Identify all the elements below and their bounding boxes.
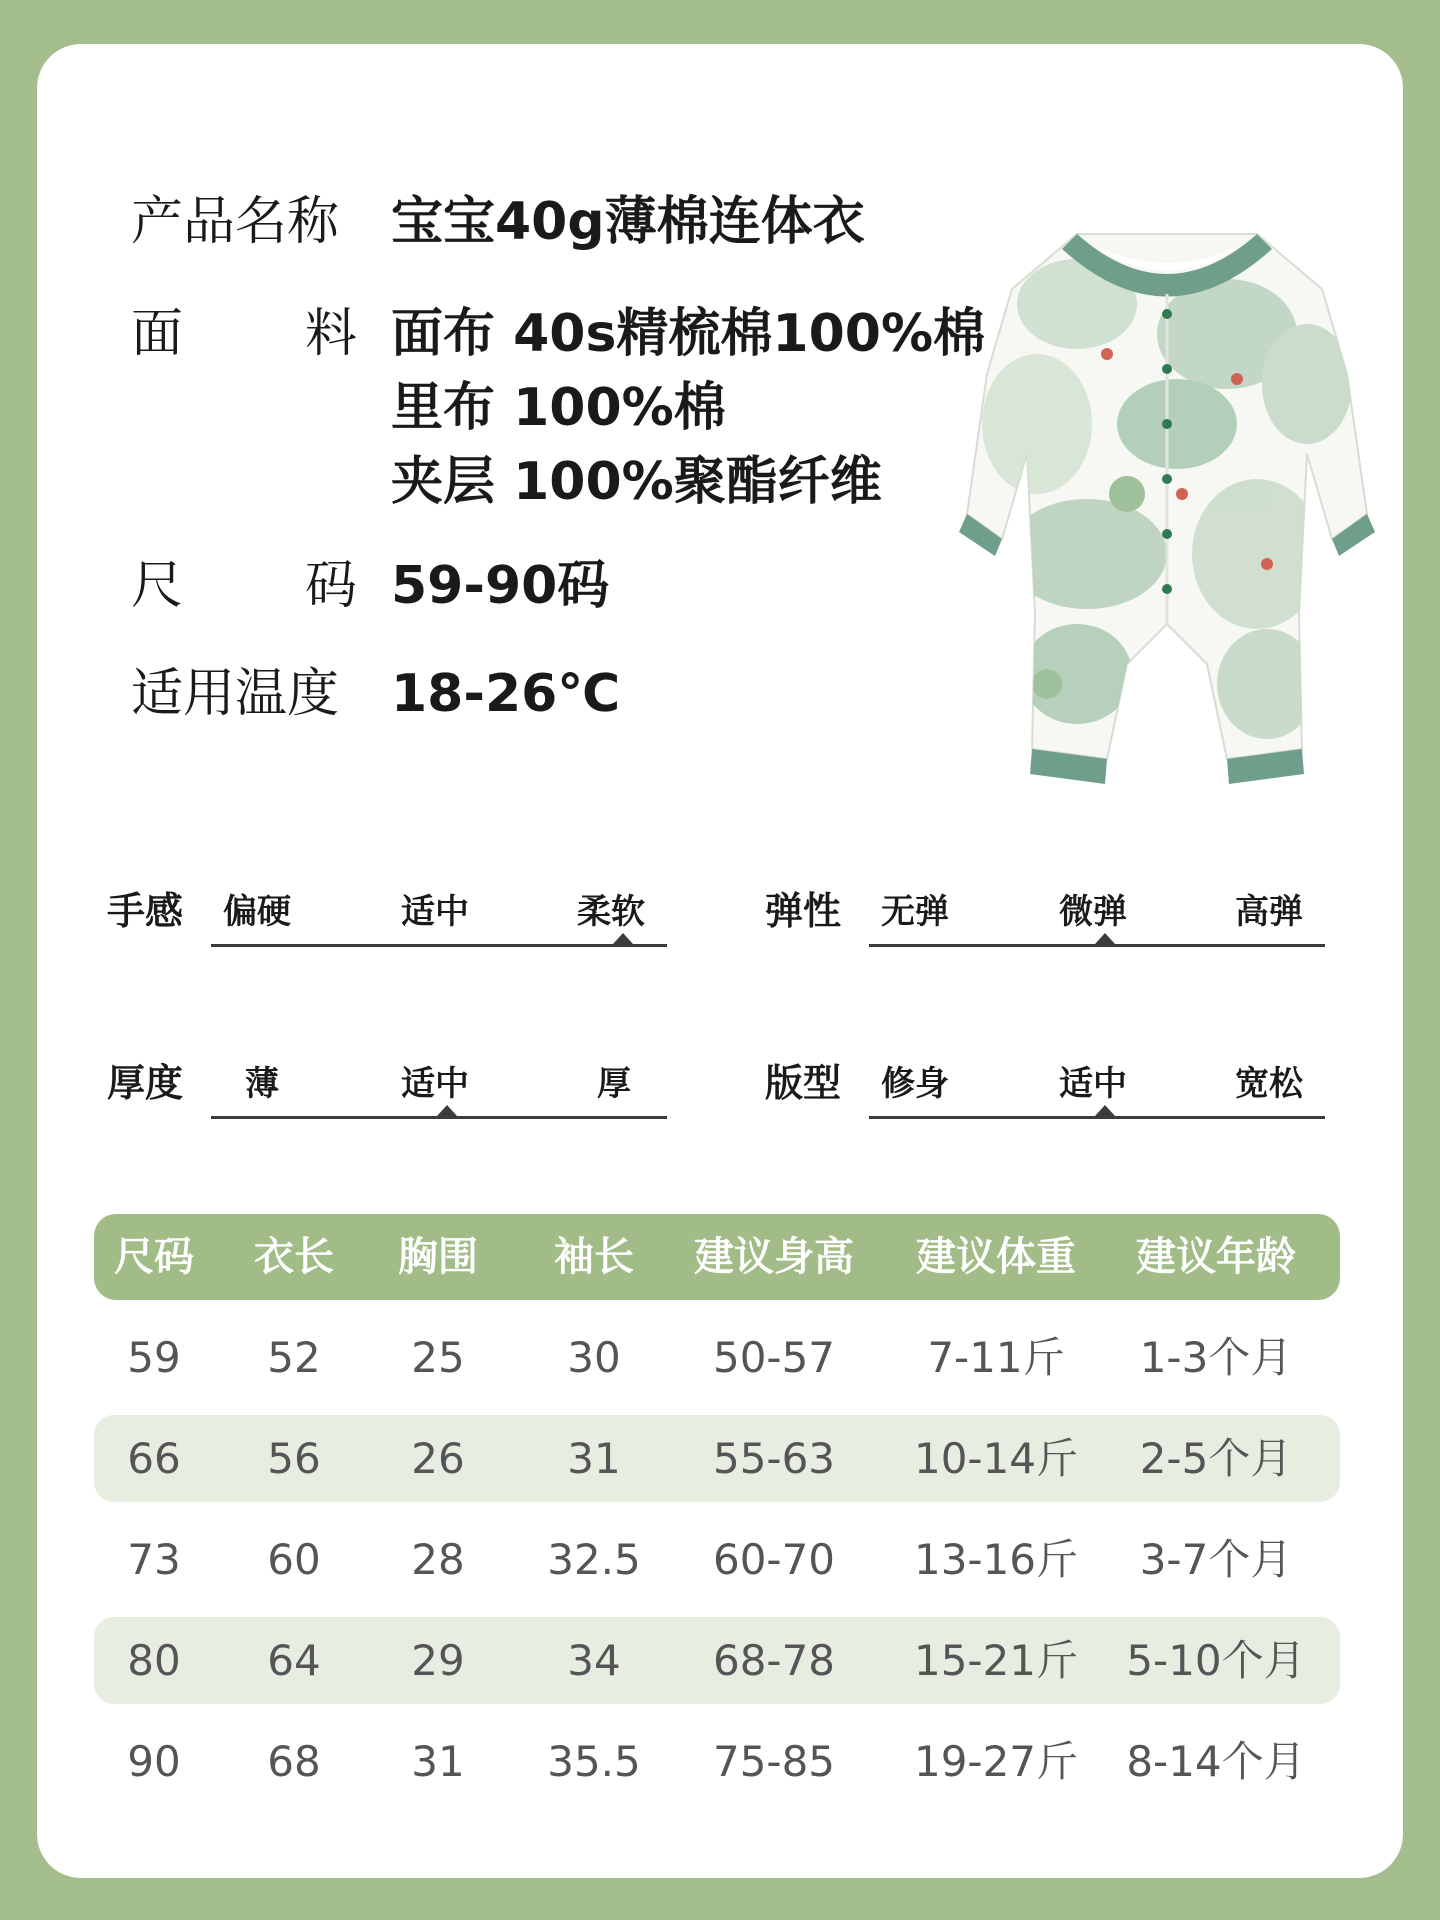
scale-option: 偏硬	[223, 892, 291, 932]
fabric-details	[391, 302, 985, 524]
product-name-value: 宝宝40g薄棉连体衣	[391, 192, 865, 252]
scale-option: 高弹	[1235, 892, 1303, 932]
header-length: 衣长	[254, 1234, 334, 1280]
header-sleeve: 袖长	[554, 1234, 634, 1280]
scale-option: 厚	[597, 1064, 631, 1104]
header-chest: 胸围	[398, 1234, 478, 1280]
size-table-header	[94, 1214, 1340, 1300]
header-size: 尺码	[114, 1234, 194, 1280]
table-row: 66 56 26 31 55-63 10-14斤 2-5个月	[94, 1415, 1340, 1502]
scale-option: 柔软	[577, 892, 645, 932]
scale-elasticity	[765, 886, 1325, 966]
scale-thickness	[107, 1058, 667, 1138]
scale-marker	[437, 1105, 457, 1116]
scale-option: 适中	[401, 1064, 469, 1104]
scale-option: 宽松	[1235, 1064, 1303, 1104]
scale-option: 无弹	[881, 892, 949, 932]
scale-line	[869, 1116, 1325, 1119]
header-age: 建议年龄	[1136, 1234, 1296, 1280]
header-weight: 建议体重	[916, 1234, 1076, 1280]
scale-title: 厚度	[107, 1061, 184, 1105]
fabric-lining: 里布 100%棉	[391, 378, 726, 438]
table-row: 59 52 25 30 50-57 7-11斤 1-3个月	[127, 1333, 1293, 1382]
scale-option: 适中	[1059, 1064, 1127, 1104]
table-row: 90 68 31 35.5 75-85 19-27斤 8-14个月	[127, 1737, 1306, 1786]
table-row: 73 60 28 32.5 60-70 13-16斤 3-7个月	[127, 1535, 1293, 1584]
header-height: 建议身高	[694, 1234, 854, 1280]
table-row: 80 64 29 34 68-78 15-21斤 5-10个月	[94, 1617, 1340, 1704]
scale-line	[211, 1116, 667, 1119]
temperature-value: 18-26℃	[391, 664, 621, 724]
size-table	[94, 1214, 1340, 1805]
scale-marker	[1095, 1105, 1115, 1116]
scale-title: 版型	[765, 1061, 842, 1105]
romper-product-image	[927, 194, 1407, 834]
fabric-outer: 面布 40s精梳棉100%棉	[391, 304, 986, 364]
size-label: 尺 码	[131, 556, 357, 616]
scale-line	[869, 944, 1325, 947]
scale-hand-feel	[107, 886, 667, 966]
fabric-label: 面 料	[131, 304, 357, 364]
scale-title: 弹性	[765, 889, 842, 933]
product-name-label: 产品名称	[131, 192, 340, 252]
scale-marker	[1095, 933, 1115, 944]
scale-fit	[765, 1058, 1325, 1138]
scale-option: 修身	[881, 1064, 949, 1104]
scale-option: 微弹	[1059, 892, 1127, 932]
scale-option: 适中	[401, 892, 469, 932]
scale-marker	[613, 933, 633, 944]
scale-title: 手感	[107, 889, 184, 933]
scale-line	[211, 944, 667, 947]
size-value: 59-90码	[391, 556, 610, 616]
scale-option: 薄	[245, 1064, 279, 1104]
temperature-label: 适用温度	[131, 664, 340, 724]
fabric-filling: 夹层 100%聚酯纤维	[391, 452, 882, 512]
